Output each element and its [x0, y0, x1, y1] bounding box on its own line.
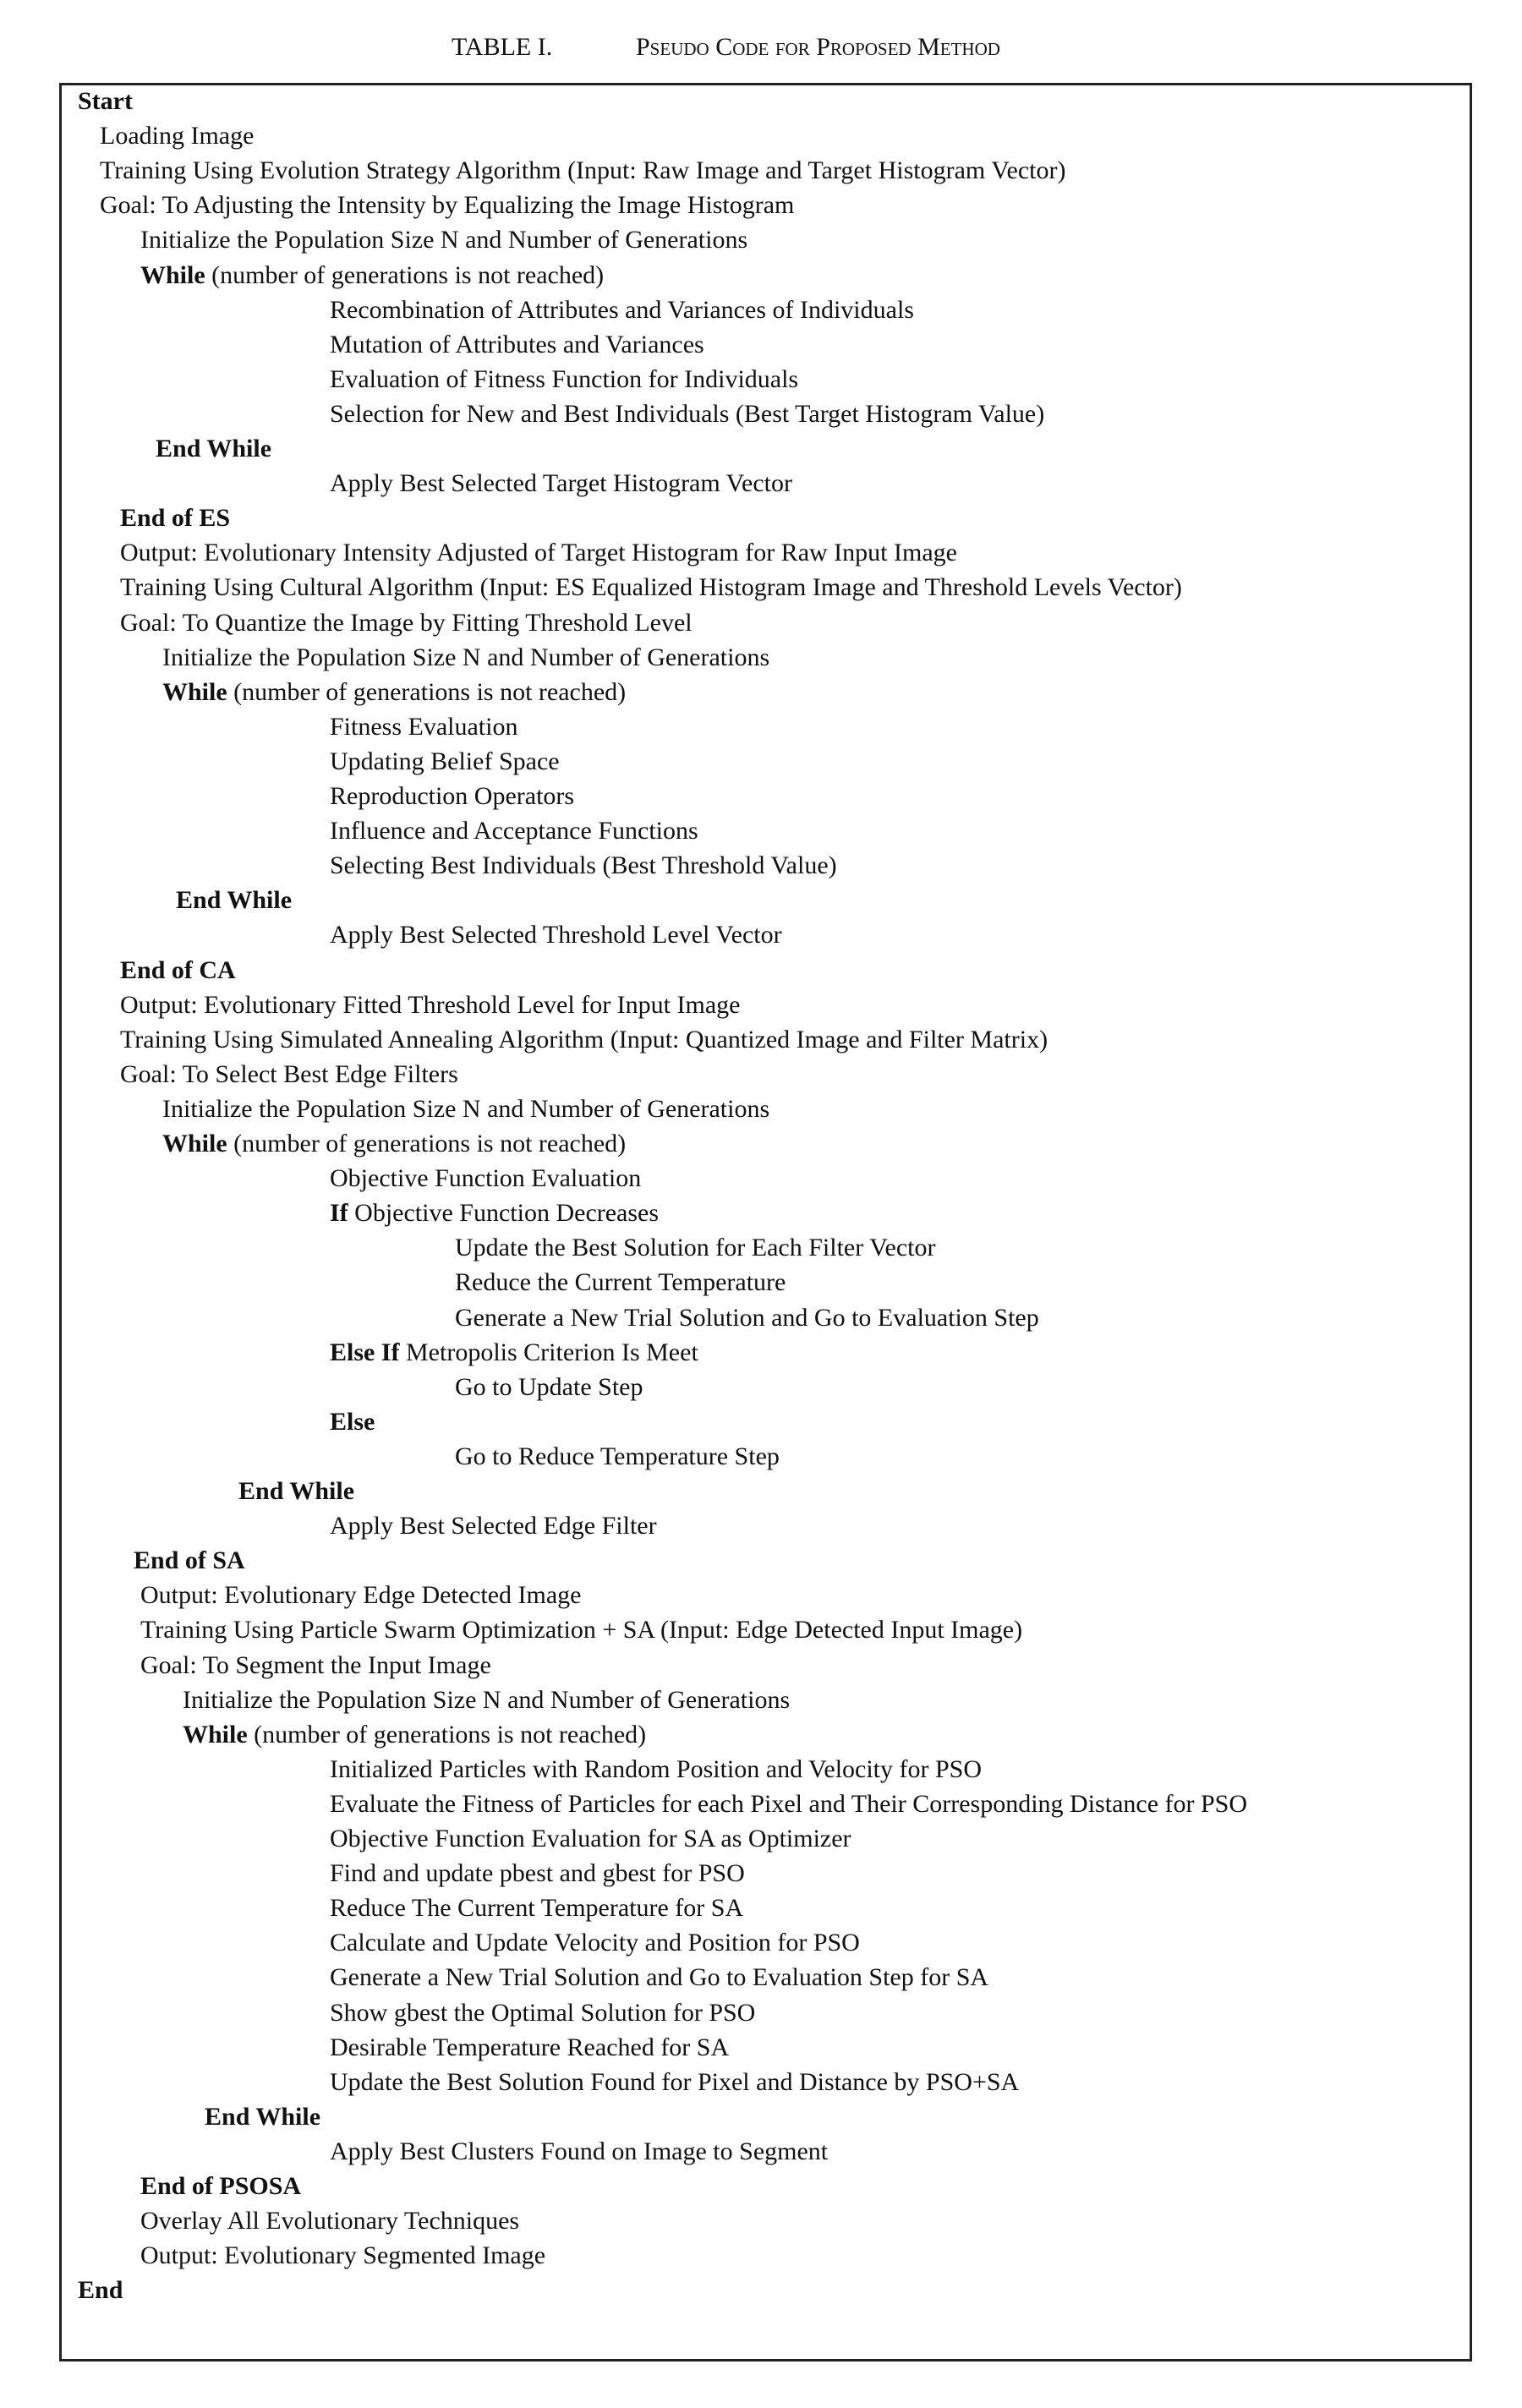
code-line	[140, 2170, 301, 2203]
code-keyword: End of CA	[120, 956, 236, 984]
code-line	[330, 2031, 729, 2065]
code-keyword: End While	[156, 435, 272, 462]
code-text: Updating Belief Space	[330, 747, 560, 775]
code-line	[330, 1196, 659, 1230]
code-text: (number of generations is not reached)	[227, 1130, 627, 1157]
code-keyword: End While	[176, 886, 293, 914]
code-line	[120, 501, 230, 535]
code-line	[330, 1753, 982, 1787]
code-keyword: Else If	[330, 1338, 400, 1366]
code-text: Recombination of Attributes and Variances of Individuals	[330, 296, 914, 324]
code-text: Update the Best Solution for Each Filter Vector	[455, 1234, 936, 1261]
code-line	[330, 918, 782, 952]
code-text: Loading Image	[100, 122, 255, 150]
code-line	[330, 814, 698, 848]
code-line	[140, 259, 604, 293]
code-text: Update the Best Solution Found for Pixel and Distance by PSO+SA	[330, 2068, 1020, 2096]
code-text: Training Using Cultural Algorithm (Input: ES Equalized Histogram Image and Threshold Levels Vector)	[120, 573, 1182, 601]
code-line	[162, 641, 769, 675]
code-line	[205, 2100, 320, 2134]
code-line	[134, 1544, 245, 1578]
code-text: Selecting Best Individuals (Best Threshold Value)	[330, 851, 837, 879]
code-line	[330, 1926, 860, 1960]
code-line	[162, 676, 626, 709]
code-line	[330, 1822, 851, 1856]
code-text: Objective Function Evaluation for SA as Optimizer	[330, 1825, 851, 1853]
code-line	[455, 1371, 643, 1404]
code-line	[330, 1891, 743, 1925]
code-line	[330, 363, 798, 397]
code-line	[162, 1092, 769, 1126]
code-line	[330, 780, 574, 813]
code-line	[330, 2066, 1019, 2099]
code-line	[140, 1613, 1022, 1647]
code-line	[455, 1231, 936, 1265]
code-keyword: End of PSOSA	[140, 2172, 302, 2200]
code-line	[330, 2135, 828, 2169]
code-text: Training Using Evolution Strategy Algorithm (Input: Raw Image and Target Histogram Vector)	[100, 156, 1066, 184]
code-line	[330, 1336, 698, 1370]
code-line	[100, 119, 254, 153]
code-line	[330, 1405, 375, 1439]
code-keyword: End	[78, 2276, 123, 2304]
code-keyword: Else	[330, 1408, 375, 1436]
code-text: Reduce The Current Temperature for SA	[330, 1894, 744, 1922]
code-line	[140, 1579, 582, 1612]
code-line	[120, 606, 693, 640]
code-text: Overlay All Evolutionary Techniques	[140, 2207, 520, 2235]
code-text: Training Using Simulated Annealing Algorithm (Input: Quantized Image and Filter Matrix)	[120, 1026, 1048, 1054]
code-keyword: While	[162, 678, 227, 706]
code-keyword: While	[183, 1721, 248, 1749]
code-keyword: While	[140, 261, 205, 289]
code-keyword: End of ES	[120, 504, 231, 532]
code-text: Initialize the Population Size N and Number of Generations	[140, 226, 748, 254]
code-line	[120, 536, 957, 570]
code-text: Apply Best Selected Threshold Level Vector	[330, 921, 782, 949]
code-text: Desirable Temperature Reached for SA	[330, 2033, 730, 2061]
code-text: Calculate and Update Velocity and Position for PSO	[330, 1929, 860, 1956]
code-text: Initialize the Population Size N and Number of Generations	[183, 1686, 791, 1714]
code-line	[140, 2204, 519, 2238]
code-line	[78, 2274, 123, 2307]
code-line	[330, 467, 792, 501]
code-keyword: Start	[78, 87, 133, 115]
code-text: Apply Best Selected Target Histogram Vector	[330, 469, 792, 497]
code-line	[120, 571, 1182, 605]
code-line	[330, 1961, 988, 1995]
code-text: Go to Update Step	[455, 1373, 643, 1401]
code-text: Apply Best Clusters Found on Image to Segment	[330, 2137, 829, 2165]
code-text: Objective Function Decreases	[348, 1199, 660, 1227]
code-line	[100, 189, 794, 222]
code-text: Goal: To Segment the Input Image	[140, 1651, 491, 1679]
code-line	[120, 954, 236, 988]
code-text: Objective Function Evaluation	[330, 1164, 642, 1192]
code-text: Initialize the Population Size N and Number of Generations	[162, 1095, 770, 1123]
code-text: Evaluation of Fitness Function for Individuals	[330, 365, 799, 393]
code-text: Generate a New Trial Solution and Go to Evaluation Step for SA	[330, 1963, 989, 1991]
code-text: Show gbest the Optimal Solution for PSO	[330, 1999, 756, 2027]
code-line	[330, 328, 704, 362]
code-text: Mutation of Attributes and Variances	[330, 331, 704, 358]
code-text: Reduce the Current Temperature	[455, 1268, 786, 1296]
code-line	[455, 1440, 780, 1474]
code-text: Selection for New and Best Individuals (Best Target Histogram Value)	[330, 400, 1045, 428]
code-text: Output: Evolutionary Edge Detected Image	[140, 1581, 582, 1609]
code-text: Evaluate the Fitness of Particles for each Pixel and Their Corresponding Distance for PSO	[330, 1790, 1248, 1818]
table-caption	[0, 30, 1522, 64]
code-line	[140, 223, 747, 257]
code-line	[120, 988, 740, 1022]
code-line	[455, 1266, 786, 1300]
code-line	[140, 2239, 545, 2273]
code-text: Reproduction Operators	[330, 782, 575, 810]
code-text: Generate a New Trial Solution and Go to Evaluation Step	[455, 1304, 1039, 1332]
code-line	[330, 1787, 1247, 1821]
code-line	[330, 745, 560, 779]
code-text: Find and update pbest and gbest for PSO	[330, 1859, 745, 1887]
code-line	[330, 397, 1044, 431]
code-text: Fitness Evaluation	[330, 713, 518, 741]
code-line	[183, 1683, 790, 1717]
code-line	[100, 154, 1065, 188]
code-text: Goal: To Quantize the Image by Fitting Threshold Level	[120, 609, 693, 637]
code-text: Output: Evolutionary Fitted Threshold Level for Input Image	[120, 991, 741, 1019]
code-text: Goal: To Adjusting the Intensity by Equalizing the Image Histogram	[100, 191, 795, 219]
code-line	[120, 1023, 1048, 1057]
code-line	[455, 1301, 1039, 1335]
code-text: Output: Evolutionary Intensity Adjusted of Target Histogram for Raw Input Image	[120, 539, 957, 566]
code-line	[330, 293, 914, 327]
code-text: (number of generations is not reached)	[227, 678, 627, 706]
code-line	[330, 710, 517, 744]
code-line	[330, 849, 837, 883]
code-text: Output: Evolutionary Segmented Image	[140, 2241, 546, 2269]
code-text: Metropolis Criterion Is Meet	[399, 1338, 698, 1366]
code-line	[120, 1058, 458, 1092]
code-line	[330, 1996, 755, 2030]
code-keyword: While	[162, 1130, 227, 1157]
code-line	[140, 1649, 491, 1683]
code-line	[78, 85, 133, 118]
code-line	[330, 1857, 745, 1891]
code-text: (number of generations is not reached)	[205, 261, 605, 289]
code-keyword: End While	[238, 1477, 355, 1505]
code-text: (number of generations is not reached)	[247, 1721, 647, 1749]
code-line	[330, 1509, 657, 1543]
table-label: TABLE I.	[452, 33, 553, 61]
code-text: Influence and Acceptance Functions	[330, 817, 698, 845]
code-text: Initialized Particles with Random Position and Velocity for PSO	[330, 1755, 983, 1783]
code-line	[238, 1475, 354, 1508]
table-title: Pseudo Code for Proposed Method	[636, 33, 1000, 61]
code-keyword: If	[330, 1199, 348, 1227]
code-line	[156, 432, 271, 466]
code-keyword: End of SA	[134, 1546, 245, 1574]
code-text: Training Using Particle Swarm Optimization + SA (Input: Edge Detected Input Image)	[140, 1616, 1023, 1644]
code-line	[330, 1162, 641, 1196]
code-text: Goal: To Select Best Edge Filters	[120, 1060, 458, 1088]
code-line	[162, 1127, 626, 1161]
code-text: Go to Reduce Temperature Step	[455, 1442, 780, 1470]
code-keyword: End While	[205, 2103, 321, 2131]
code-text: Apply Best Selected Edge Filter	[330, 1512, 657, 1540]
code-line	[183, 1718, 646, 1752]
code-line	[176, 884, 292, 917]
code-text: Initialize the Population Size N and Number of Generations	[162, 643, 770, 671]
